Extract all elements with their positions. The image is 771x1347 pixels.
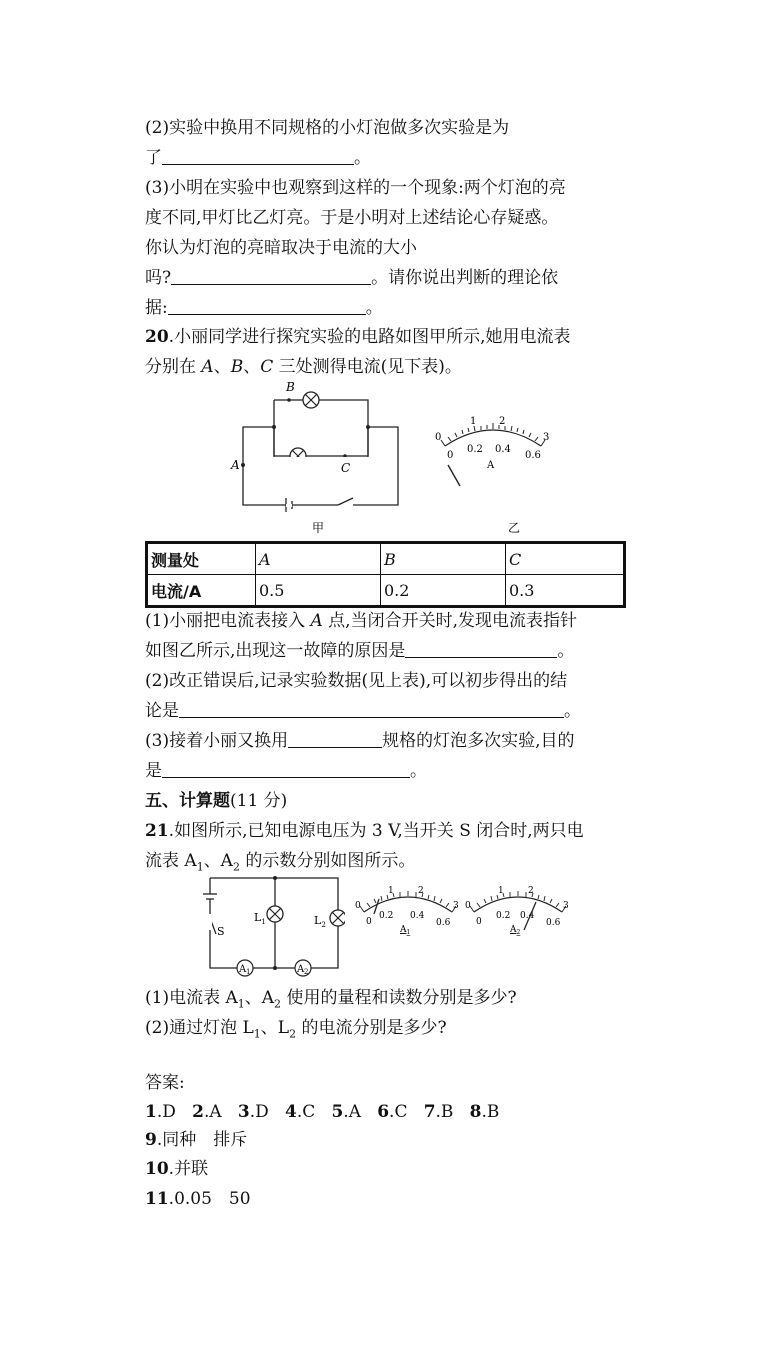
q21-part1: (1)电流表 $A_1$、$A_2$ 使用的量程和读数分别是多少? [145, 988, 517, 1011]
table-cell: C [506, 543, 625, 575]
answer-item: 6.C [377, 1102, 408, 1122]
meter-name-a1: $A_1$ [400, 925, 411, 936]
ammeter-yi [425, 410, 550, 540]
svg-text:2: 2 [304, 968, 309, 976]
table-cell: 0.2 [381, 575, 506, 607]
table-row [147, 575, 625, 607]
q19-part3-line4: 吗? 。请你说出判断的理论依 [145, 268, 559, 288]
q20-stem-line2: 分别在 A、B、C 三处测得电流(见下表)。 [145, 357, 462, 377]
figure-label-jia: 甲 [312, 521, 325, 535]
q19-part3-line3: 你认为灯泡的亮暗取决于电流的大小 [145, 238, 417, 258]
q19-part2-line2: 了 。 [145, 148, 371, 168]
lamp-icon [267, 906, 283, 922]
scale-bottom-0.6: 0.6 [436, 918, 451, 928]
table-cell: 0.5 [256, 575, 381, 607]
q20-stem-line1: 20.小丽同学进行探究实验的电路如图甲所示,她用电流表 [145, 327, 571, 347]
svg-text:A: A [297, 964, 305, 975]
parallel-circuit-diagram [200, 872, 345, 977]
meter-unit: A [487, 460, 495, 471]
ammeter-a2-dial [462, 880, 572, 940]
scale-top-3: 3 [453, 901, 459, 911]
circuit-diagram-jia [228, 380, 408, 540]
answer-blank [405, 639, 557, 658]
meter-name-a2: $A_2$ [510, 925, 521, 936]
answer-item: 2.A [192, 1102, 222, 1122]
scale-bottom-0.6: 0.6 [546, 918, 561, 928]
scale-bottom-0: 0 [476, 917, 482, 927]
meter-pointer [448, 465, 460, 486]
q20-part2-line1: (2)改正错误后,记录实验数据(见上表),可以初步得出的结 [145, 671, 568, 691]
scale-bottom-0: 0 [447, 450, 454, 461]
table-cell: B [381, 543, 506, 575]
section-title: 五、计算题(11 分) [145, 791, 288, 811]
answer-blank [162, 759, 410, 778]
current-measurement-table [145, 541, 626, 608]
scale-top-0: 0 [465, 901, 471, 911]
answer-item: 7.B [423, 1102, 454, 1122]
lamp-label-l1: $L_1$ [254, 911, 266, 926]
scale-top-3: 3 [543, 432, 550, 443]
q20-part3-line1: (3)接着小丽又换用 规格的灯泡多次实验,目的 [145, 731, 575, 751]
table-header-cell: 电流/A [147, 575, 256, 607]
ammeter-icon [237, 960, 253, 976]
table-row [147, 543, 625, 575]
answer-item: 4.C [284, 1102, 316, 1122]
lamp-icon [330, 910, 345, 926]
answer-blank [171, 266, 371, 285]
q20-part1-line2: 如图乙所示,出现这一故障的原因是 。 [145, 641, 575, 661]
q21-part2: (2)通过灯泡 $L_1$、$L_2$ 的电流分别是多少? [145, 1018, 447, 1041]
answer-blank [288, 729, 382, 748]
q20-part2-line2: 论是 。 [145, 701, 581, 721]
table-header-cell: 测量处 [147, 543, 256, 575]
lamp-icon [303, 392, 319, 408]
q19-part3-line5: 据: 。 [145, 298, 383, 318]
answer-item: 1.D [145, 1102, 176, 1122]
scale-top-1: 1 [498, 886, 504, 896]
svg-text:1: 1 [246, 968, 251, 976]
point-label-b: B [286, 380, 295, 394]
q20-part1-line1: (1)小丽把电流表接入 A 点,当闭合开关时,发现电流表指针 [145, 611, 577, 631]
scale-top-0: 0 [435, 432, 442, 443]
q21-stem-line1: 21.如图所示,已知电源电压为 3 V,当开关 S 闭合时,两只电 [145, 821, 584, 841]
q19-part2-line1: (2)实验中换用不同规格的小灯泡做多次实验是为 [145, 118, 510, 138]
scale-bottom-0.4: 0.4 [410, 911, 425, 921]
answer-item: 3.D [237, 1102, 269, 1122]
ammeter-a1-dial [352, 880, 462, 940]
answer-blank [179, 699, 564, 718]
answer-blank [168, 296, 366, 315]
ammeter-icon [295, 960, 311, 976]
scale-bottom-0.4: 0.4 [495, 444, 511, 455]
q21-stem-line2: 流表 $A_1$、$A_2$ 的示数分别如图所示。 [145, 851, 416, 874]
q19-part3-line2: 度不同,甲灯比乙灯亮。于是小明对上述结论心存疑惑。 [145, 208, 559, 228]
scale-top-0: 0 [355, 901, 361, 911]
answer-9: 9.同种 排斥 [145, 1130, 248, 1150]
scale-bottom-0.2: 0.2 [379, 911, 394, 921]
table-cell: 0.3 [506, 575, 625, 607]
scale-bottom-0.6: 0.6 [525, 450, 541, 461]
answers-row-1 [145, 1099, 499, 1125]
scale-top-2: 2 [418, 886, 424, 896]
scale-bottom-0.2: 0.2 [467, 444, 483, 455]
answer-item: 8.B [469, 1102, 500, 1122]
answers-title: 答案: [145, 1073, 185, 1093]
scale-bottom-0.2: 0.2 [496, 911, 511, 921]
answer-10: 10.并联 [145, 1159, 209, 1179]
svg-text:A: A [239, 964, 247, 975]
scale-bottom-0.4: 0.4 [520, 911, 535, 921]
scale-top-1: 1 [388, 886, 394, 896]
table-cell: A [256, 543, 381, 575]
point-label-c: C [341, 461, 351, 475]
q19-part3-line1: (3)小明在实验中也观察到这样的一个现象:两个灯泡的亮 [145, 178, 566, 198]
scale-top-1: 1 [470, 416, 477, 427]
switch-label: S [217, 925, 225, 938]
answer-11: 11.0.05 50 [145, 1189, 251, 1209]
scale-top-2: 2 [499, 416, 506, 427]
figure-label-yi: 乙 [508, 521, 521, 535]
scale-top-2: 2 [528, 886, 534, 896]
scale-bottom-0: 0 [366, 917, 372, 927]
answer-item: 5.A [331, 1102, 361, 1122]
scale-top-3: 3 [563, 901, 569, 911]
lamp-label-l2: $L_2$ [314, 914, 326, 929]
answer-blank [162, 146, 354, 165]
point-label-a: A [231, 458, 240, 472]
q20-part3-line2: 是 。 [145, 761, 427, 781]
